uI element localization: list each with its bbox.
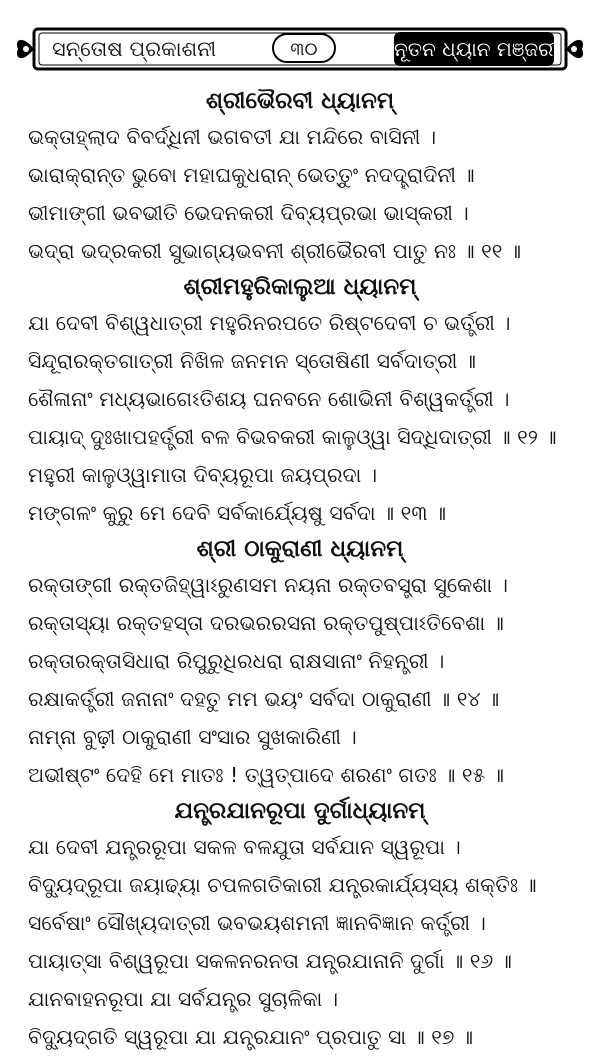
publisher-name: ସନ୍ତୋଷ ପ୍ରକାଶନୀ xyxy=(52,37,217,61)
section-thakurani xyxy=(0,532,600,794)
page-number: ୩୦ xyxy=(272,33,336,63)
section-bhairavi xyxy=(0,84,600,270)
verse-line: ସିନ୍ଦୂରାରକ୍ତଗାତ୍ରୀ ନିଖିଳ ଜନମନ ସ୍ତୋଷିଣୀ ସର୍ବଦାତ୍ରୀ ॥ xyxy=(28,349,476,373)
section-mahurikalua xyxy=(0,270,600,532)
section-title: ଶ୍ରୀଭୈରବୀ ଧ୍ୟାନମ୍ xyxy=(205,88,395,114)
verse-line: ରକ୍ତାଙ୍ଗୀ ରକ୍ତଜିହ୍ୱାଽରୁଣସମ ନୟନା ରକ୍ତବସ୍ତ୍ରା ସୁକେଶା । xyxy=(28,573,508,597)
verse-line: ସର୍ବେଷାଂ ସୌଖ୍ୟଦାତ୍ରୀ ଭବଭୟଶମନୀ ଜ୍ଞାନବିଜ୍ଞାନ କର୍ତ୍ତ୍ରୀ । xyxy=(28,911,486,935)
verse-line: ଶୈଳାନାଂ ମଧ୍ୟଭାଗେଽତିଶୟ ଘନବନେ ଶୋଭିନୀ ବିଶ୍ୱକର୍ତ୍ତ୍ରୀ । xyxy=(28,387,510,411)
verse-line: ଅଭୀଷ୍ଟଂ ଦେହି ମେ ମାତଃ ! ତ୍ୱତ୍ପାଦେ ଶରଣଂ ଗତଃ ॥ ୧୫ ॥ xyxy=(28,763,504,787)
section-yantrayana-durga xyxy=(0,794,600,1056)
verse-line: ଭକ୍ତାହ୍ଲାଦ ବିବର୍ଦ୍ଧିନୀ ଭଗବତୀ ଯା ମନ୍ଦିରେ ବାସିନୀ । xyxy=(28,125,437,149)
verse-line: ରକ୍ଷାକର୍ତ୍ତ୍ରୀ ଜନାନାଂ ଦହତୁ ମମ ଭୟଂ ସର୍ବଦା ଠାକୁରାଣୀ ॥ ୧୪ ॥ xyxy=(28,687,500,711)
verses-content xyxy=(0,84,600,1056)
verse-line: ବିଦ୍ୟୁଦ୍ରୂପା ଜୟାଢ୍ୟା ଚପଳଗତିକାରୀ ଯନ୍ତ୍ରକାର୍ଯ୍ୟସ୍ୟ ଶକ୍ତିଃ ॥ xyxy=(28,873,537,897)
verse-line: ଯାନବାହନରୂପା ଯା ସର୍ବଯନ୍ତ୍ର ସୁଚାଳିକା । xyxy=(28,987,339,1011)
verse-line: ଭାରାକ୍ରାନ୍ତ ଭୁବୋ ମହାଘକୁଧରାନ୍ ଭେତ୍ତୁଂ ନଦଦ୍ହ୍ରାଦିନୀ ॥ xyxy=(28,163,475,187)
verse-line: ବିଦ୍ୟୁଦ୍ଗତି ସ୍ୱରୂପା ଯା ଯନ୍ତ୍ରଯାନଂ ପ୍ରପାତୁ ସା ॥ ୧୭ ॥ xyxy=(28,1025,474,1049)
verse-line: ଭଦ୍ରା ଭଦ୍ରକରୀ ସୁଭାଗ୍ୟଭବନୀ ଶ୍ରୀଭୈରବୀ ପାତୁ ନଃ ॥ ୧୧ ॥ xyxy=(28,239,522,263)
verse-line: ପାୟାତ୍ସା ବିଶ୍ୱରୂପା ସକଳନରନତା ଯନ୍ତ୍ରଯାନାନି ଦୁର୍ଗା ॥ ୧୬ ॥ xyxy=(28,949,512,973)
verse-line: ଭୀମାଙ୍ଗୀ ଭବଭୀତି ଭେଦନକରୀ ଦିବ୍ୟପ୍ରଭା ଭାସ୍କରୀ । xyxy=(28,201,469,225)
section-title: ଶ୍ରୀ ଠାକୁରାଣୀ ଧ୍ୟାନମ୍ xyxy=(196,536,404,562)
verse-line: ପାୟାଦ୍ ଦୁଃଖାପହର୍ତ୍ତ୍ରୀ ବଳ ବିଭବକରୀ କାଳୁଓ୍ୱା ସିଦ୍ଧିଦାତ୍ରୀ ॥ ୧୨ ॥ xyxy=(28,425,557,449)
verse-line: ମହୁରୀ କାଳୁଓ୍ୱାମାତା ଦିବ୍ୟରୂପା ଜୟପ୍ରଦା । xyxy=(28,463,378,487)
verse-line: ଯା ଦେବୀ ଯନ୍ତ୍ରରୂପା ସକଳ ବଳଯୁତା ସର୍ବଯାନ ସ୍ୱରୂପା । xyxy=(28,835,461,859)
section-title: ଶ୍ରୀମହୁରିକାଲୁଆ ଧ୍ୟାନମ୍ xyxy=(183,274,417,300)
verse-line: ରକ୍ତାସ୍ୟା ରକ୍ତହସ୍ତା ଦରଭରରସନା ରକ୍ତପୁଷ୍ପାଽତିବେଶା ॥ xyxy=(28,611,504,635)
verse-line: ନାମ୍ନା ବୁଢ଼ୀ ଠାକୁରାଣୀ ସଂସାର ସୁଖକାରିଣୀ । xyxy=(28,725,357,749)
verse-line: ରକ୍ତାରକ୍ତାସିଧାରା ରିପୁରୁଧିରଧରା ରାକ୍ଷସାନାଂ ନିହନ୍ତ୍ରୀ । xyxy=(28,649,445,673)
section-title: ଯନ୍ତ୍ରଯାନରୂପା ଦୁର୍ଗାଧ୍ୟାନମ୍ xyxy=(174,798,426,824)
book-title: ନୂତନ ଧ୍ୟାନ ମଞ୍ଜରୀ xyxy=(394,32,554,66)
verse-line: ମଙ୍ଗଳଂ କୁରୁ ମେ ଦେବି ସର୍ବକାର୍ଯ୍ୟେଷୁ ସର୍ବଦା ॥ ୧୩ ॥ xyxy=(28,501,447,525)
verse-line: ଯା ଦେବୀ ବିଶ୍ୱଧାତ୍ରୀ ମହୁରିନରପତେ ରିଷ୍ଟଦେବୀ ଚ ଭର୍ତ୍ତ୍ରୀ । xyxy=(28,311,511,335)
page-header xyxy=(12,26,588,72)
